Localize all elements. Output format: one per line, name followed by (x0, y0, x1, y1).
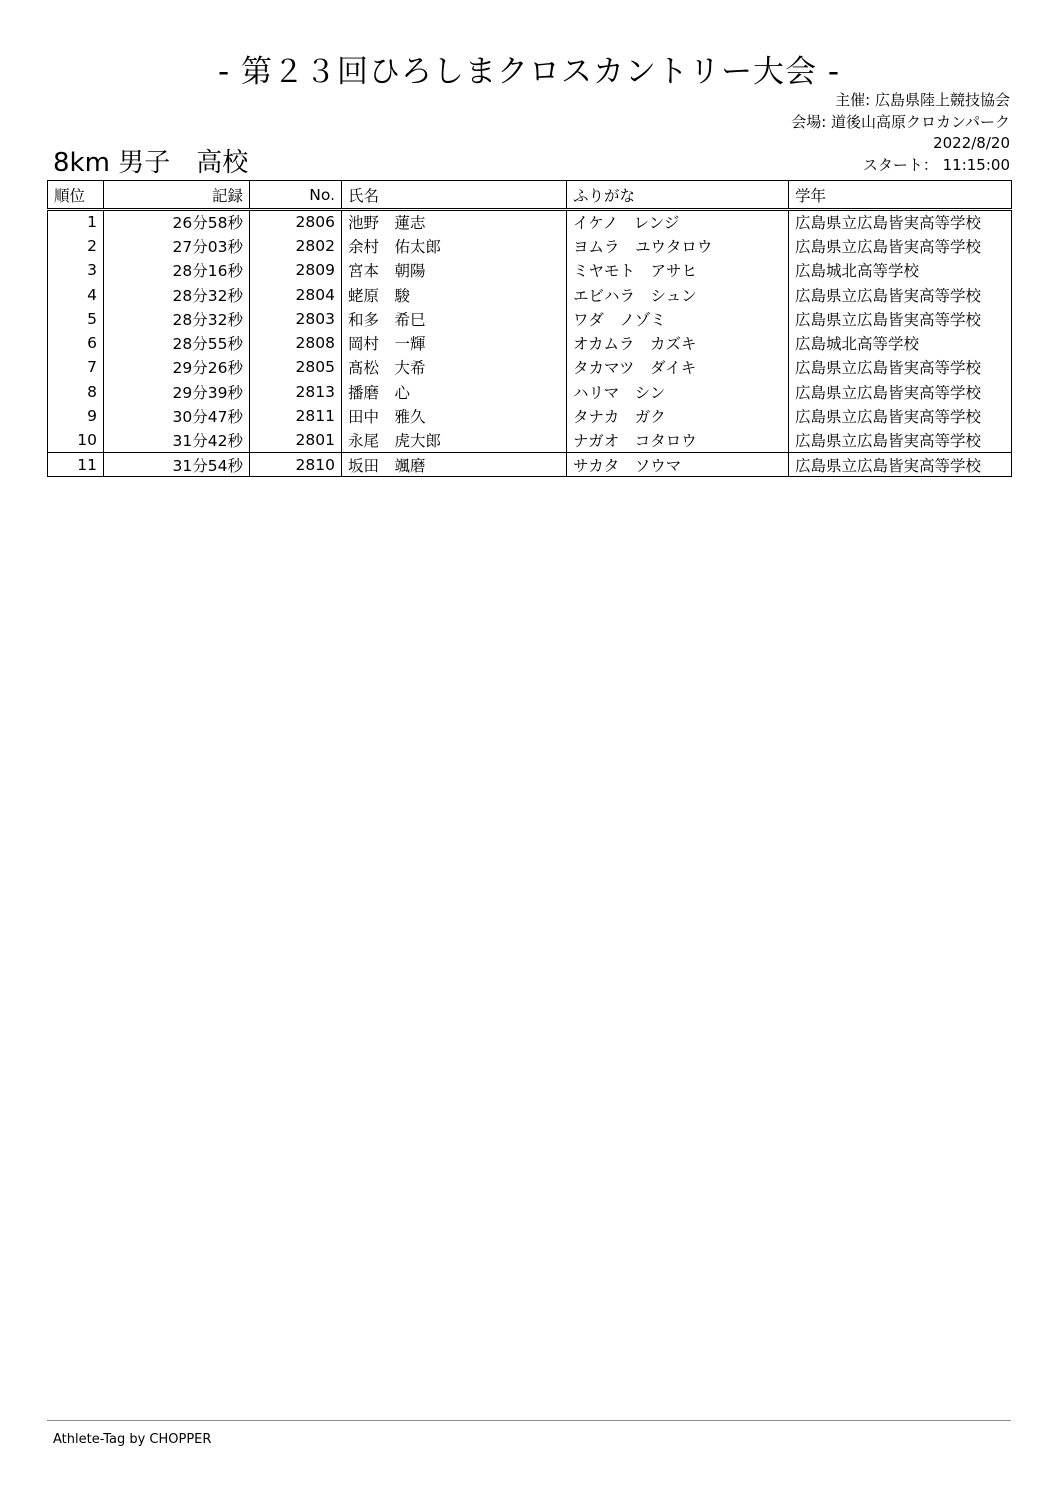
cell-team: 広島県立広島皆実高等学校 (789, 380, 1012, 404)
cell-name: 蛯原 駿 (342, 282, 567, 306)
cell-rank: 3 (48, 258, 104, 282)
table-row (48, 234, 1012, 258)
table-row (48, 355, 1012, 379)
cell-rank: 6 (48, 331, 104, 355)
cell-record: 29分26秒 (104, 355, 250, 379)
cell-team: 広島県立広島皆実高等学校 (789, 355, 1012, 379)
cell-rank: 5 (48, 307, 104, 331)
date: 2022/8/20 (933, 134, 1010, 152)
cell-rank: 8 (48, 380, 104, 404)
cell-kana: ナガオ コタロウ (567, 428, 789, 452)
table-row (48, 210, 1012, 234)
cell-record: 27分03秒 (104, 234, 250, 258)
table-row (48, 380, 1012, 404)
cell-name: 永尾 虎大郎 (342, 428, 567, 452)
cell-name: 坂田 颯磨 (342, 452, 567, 476)
cell-record: 31分54秒 (104, 452, 250, 476)
cell-no: 2811 (250, 404, 342, 428)
cell-record: 28分55秒 (104, 331, 250, 355)
cell-record: 28分16秒 (104, 258, 250, 282)
cell-rank: 1 (48, 210, 104, 234)
cell-kana: エビハラ シュン (567, 282, 789, 306)
meta-block (791, 90, 1010, 176)
cell-record: 31分42秒 (104, 428, 250, 452)
table-row (48, 404, 1012, 428)
cell-kana: ワダ ノゾミ (567, 307, 789, 331)
cell-team: 広島県立広島皆実高等学校 (789, 234, 1012, 258)
table-row (48, 452, 1012, 476)
column-header-rank: 順位 (48, 181, 104, 210)
cell-name: 和多 希巳 (342, 307, 567, 331)
cell-record: 30分47秒 (104, 404, 250, 428)
cell-kana: ミヤモト アサヒ (567, 258, 789, 282)
cell-name: 田中 雅久 (342, 404, 567, 428)
cell-no: 2801 (250, 428, 342, 452)
table-row (48, 331, 1012, 355)
cell-kana: イケノ レンジ (567, 210, 789, 234)
cell-rank: 4 (48, 282, 104, 306)
footer-credit: Athlete-Tag by CHOPPER (53, 1432, 212, 1447)
venue: 会場: 道後山高原クロカンパーク (791, 112, 1010, 131)
cell-team: 広島城北高等学校 (789, 331, 1012, 355)
cell-no: 2806 (250, 210, 342, 234)
cell-name: 髙松 大希 (342, 355, 567, 379)
column-header-kana: ふりがな (567, 181, 789, 210)
cell-kana: ヨムラ ユウタロウ (567, 234, 789, 258)
column-header-record: 記録 (104, 181, 250, 210)
cell-kana: ハリマ シン (567, 380, 789, 404)
cell-name: 播磨 心 (342, 380, 567, 404)
table-row (48, 258, 1012, 282)
cell-name: 宮本 朝陽 (342, 258, 567, 282)
cell-no: 2804 (250, 282, 342, 306)
cell-no: 2810 (250, 452, 342, 476)
results-table (47, 180, 1012, 477)
cell-record: 28分32秒 (104, 307, 250, 331)
cell-team: 広島県立広島皆実高等学校 (789, 452, 1012, 476)
cell-kana: タナカ ガク (567, 404, 789, 428)
cell-rank: 11 (48, 452, 104, 476)
cell-no: 2809 (250, 258, 342, 282)
table-row (48, 282, 1012, 306)
page-title: - 第２３回ひろしまクロスカントリー大会 - (217, 54, 841, 90)
column-header-team: 学年 (789, 181, 1012, 210)
cell-record: 26分58秒 (104, 210, 250, 234)
cell-no: 2805 (250, 355, 342, 379)
column-header-name: 氏名 (342, 181, 567, 210)
cell-rank: 7 (48, 355, 104, 379)
cell-team: 広島城北高等学校 (789, 258, 1012, 282)
cell-kana: タカマツ ダイキ (567, 355, 789, 379)
organizer: 主催: 広島県陸上競技協会 (835, 91, 1010, 109)
table-row (48, 307, 1012, 331)
start-time: スタート： 11:15:00 (862, 155, 1010, 174)
cell-name: 岡村 一輝 (342, 331, 567, 355)
cell-team: 広島県立広島皆実高等学校 (789, 428, 1012, 452)
cell-team: 広島県立広島皆実高等学校 (789, 307, 1012, 331)
cell-no: 2813 (250, 380, 342, 404)
cell-team: 広島県立広島皆実高等学校 (789, 404, 1012, 428)
cell-no: 2808 (250, 331, 342, 355)
cell-rank: 2 (48, 234, 104, 258)
cell-name: 池野 蓮志 (342, 210, 567, 234)
cell-record: 29分39秒 (104, 380, 250, 404)
table-header-row (48, 181, 1012, 210)
cell-no: 2803 (250, 307, 342, 331)
cell-rank: 9 (48, 404, 104, 428)
cell-record: 28分32秒 (104, 282, 250, 306)
cell-team: 広島県立広島皆実高等学校 (789, 282, 1012, 306)
cell-kana: オカムラ カズキ (567, 331, 789, 355)
column-header-no: No. (250, 181, 342, 210)
cell-no: 2802 (250, 234, 342, 258)
footer-divider (47, 1420, 1011, 1421)
cell-name: 余村 佑太郎 (342, 234, 567, 258)
event-title: 8km 男子 高校 (53, 148, 249, 178)
cell-kana: サカタ ソウマ (567, 452, 789, 476)
table-row (48, 428, 1012, 452)
cell-rank: 10 (48, 428, 104, 452)
cell-team: 広島県立広島皆実高等学校 (789, 210, 1012, 234)
